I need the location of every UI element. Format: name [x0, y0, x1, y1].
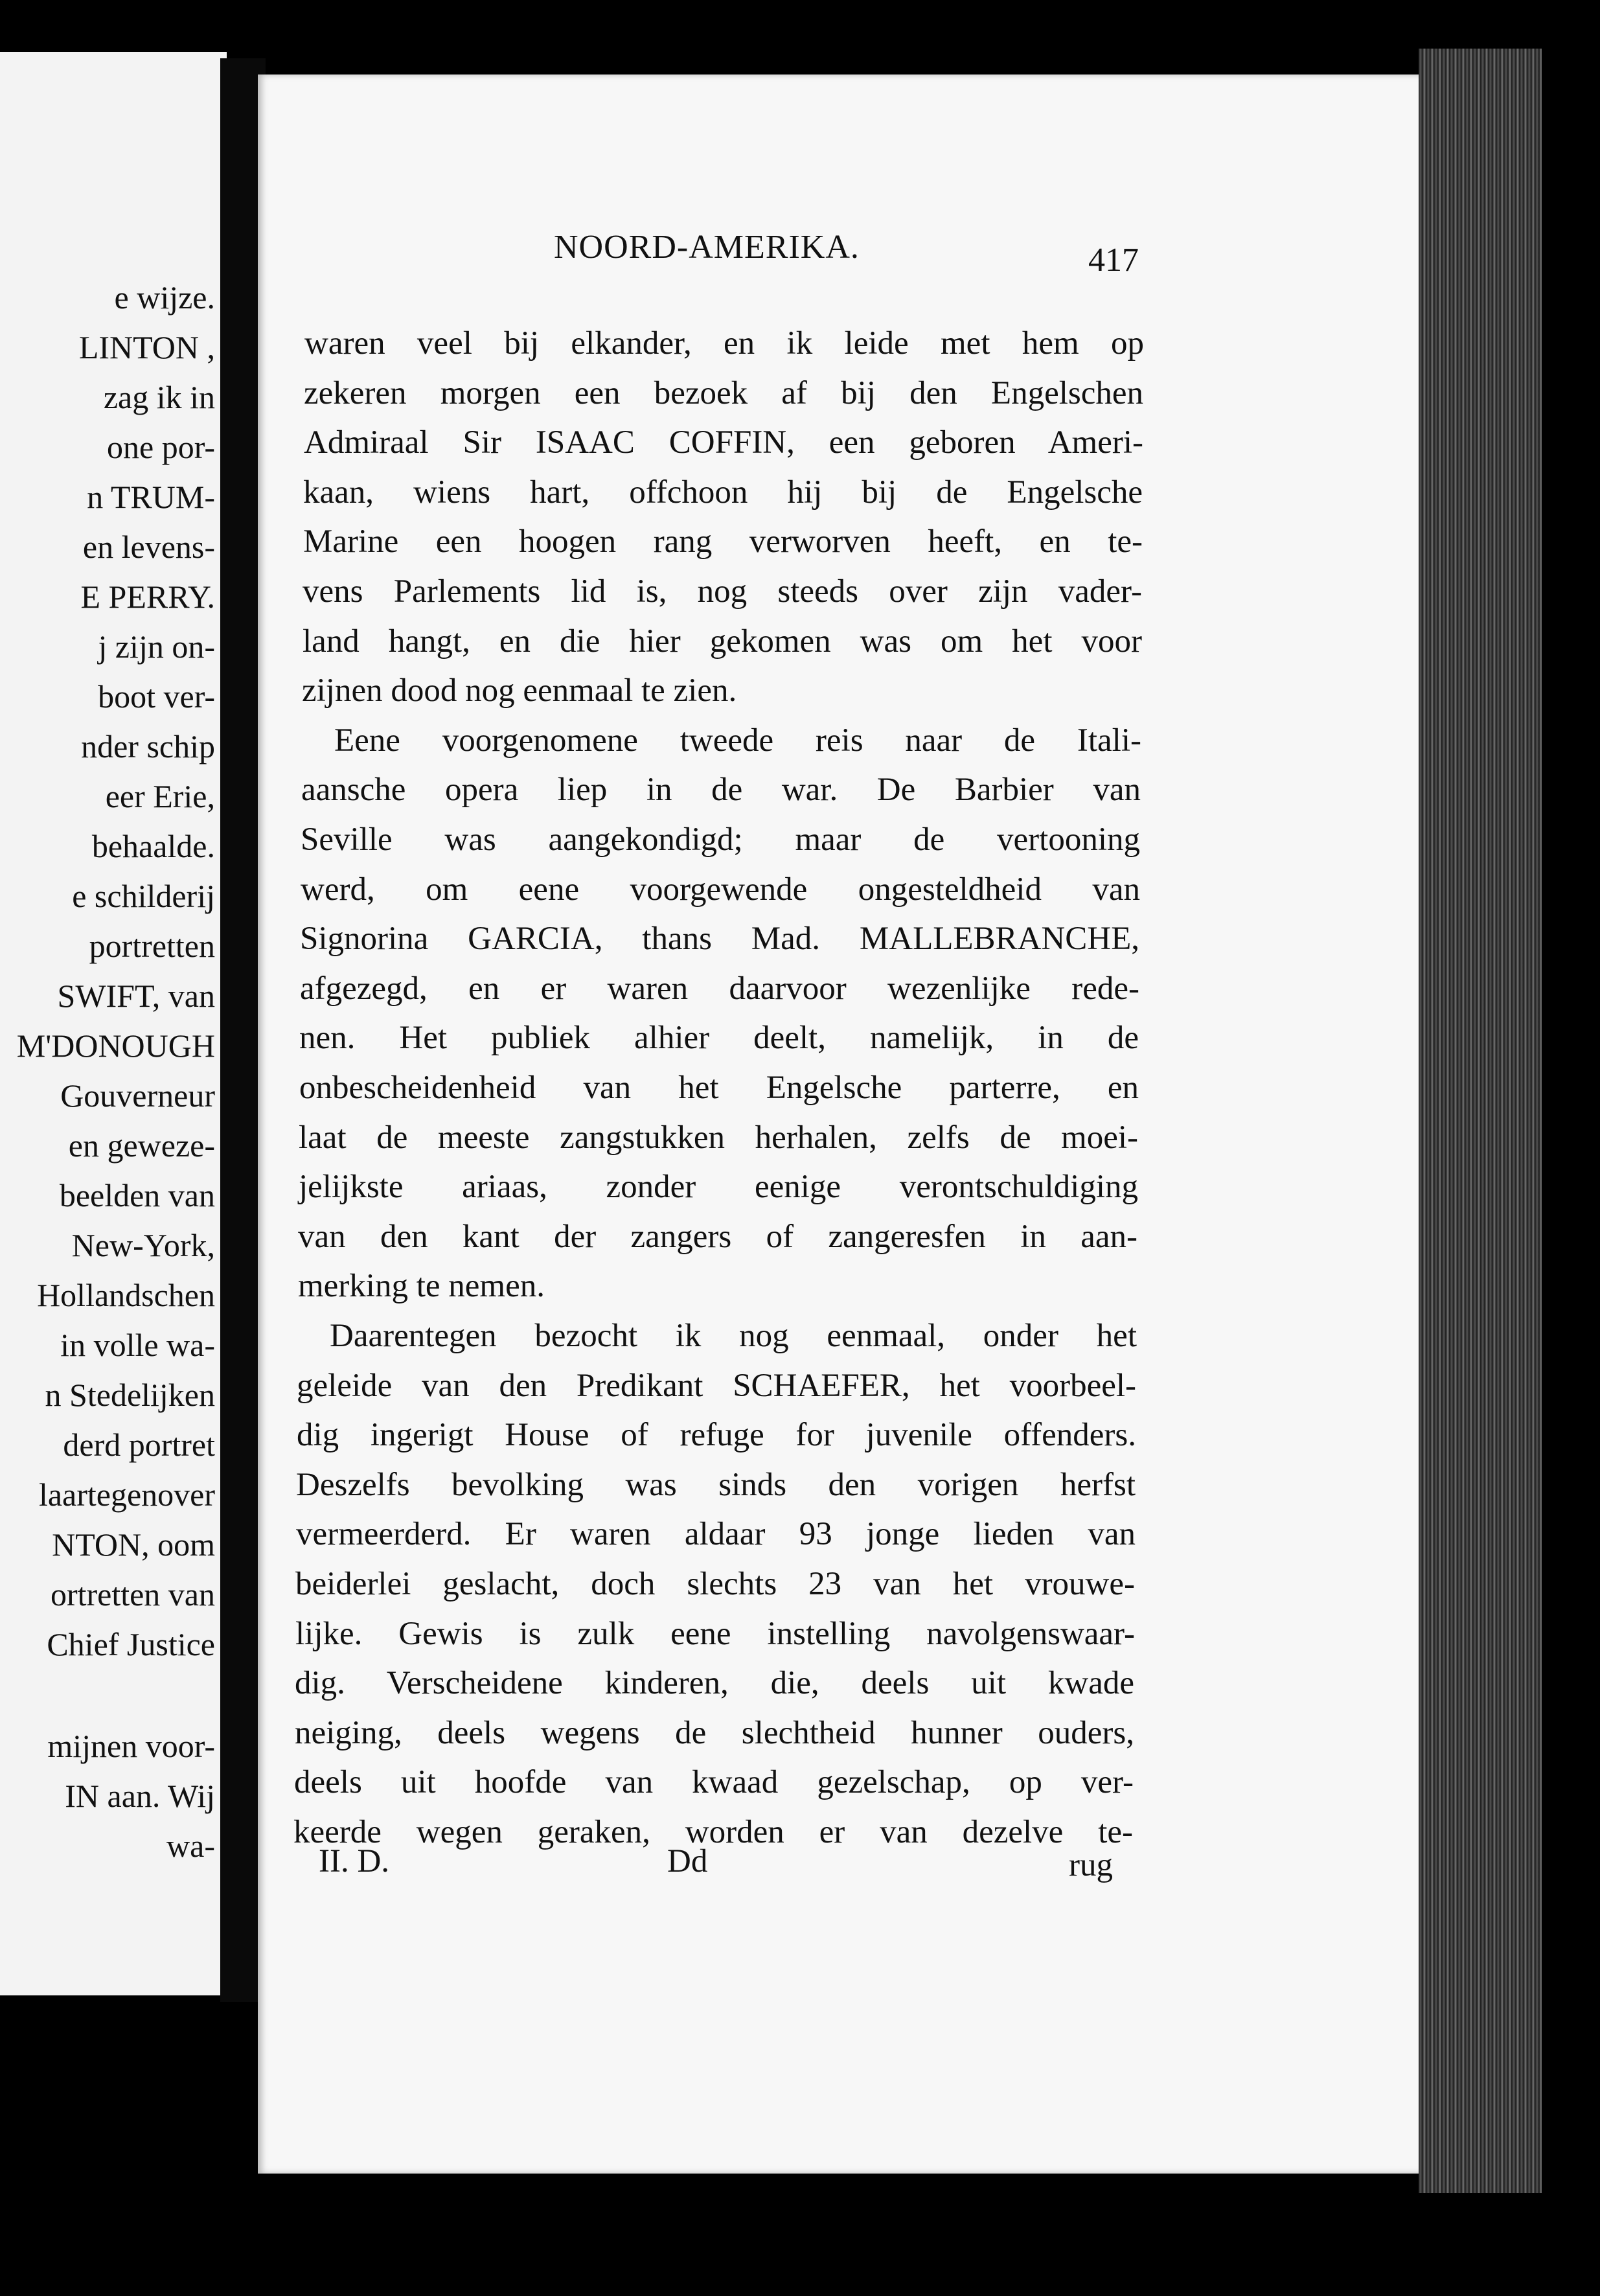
body-line: Marine een hoogen rang verworven heeft, en te- — [303, 523, 1143, 560]
body-line: keerde wegen geraken, worden er van dezelve te- — [293, 1814, 1133, 1850]
left-page-line: zag ik in — [103, 379, 215, 415]
body-line: van den kant der zangers of zangeresfen in aan- — [298, 1218, 1137, 1255]
body-line: Eene voorgenomene tweede reis naar de Itali- — [334, 722, 1141, 759]
left-page-line: M'DONOUGH — [16, 1027, 215, 1064]
left-page-line: nder schip — [81, 728, 215, 764]
body-line: deels uit hoofde van kwaad gezelschap, op ver- — [294, 1764, 1134, 1801]
left-page-line: Hollandschen — [37, 1277, 215, 1313]
body-line: merking te nemen. — [298, 1268, 545, 1305]
body-line: vens Parlements lid is, nog steeds over zijn vader- — [303, 573, 1142, 610]
catchword: rug — [1069, 1847, 1113, 1883]
left-page-line: j zijn on- — [98, 628, 215, 665]
body-line: aansche opera liep in de war. De Barbier van — [301, 772, 1141, 809]
body-line: afgezegd, en er waren daarvoor wezenlijke rede- — [300, 970, 1139, 1007]
left-page-line: portretten — [89, 928, 215, 964]
body-line: waren veel bij elkander, en ik leide met hem op — [304, 325, 1144, 362]
body-line: nen. Het publiek alhier deelt, namelijk, in de — [299, 1020, 1139, 1057]
left-page-line: behaalde. — [91, 828, 215, 864]
left-page-line: Gouverneur — [60, 1077, 215, 1114]
signature-mark: Dd — [667, 1843, 708, 1879]
body-line: onbescheidenheid van het Engelsche parterre, en — [299, 1070, 1139, 1106]
left-page-line: boot ver- — [98, 678, 215, 715]
body-line: Seville was aangekondigd; maar de vertooning — [301, 821, 1140, 858]
left-page-line: NTON, oom — [52, 1526, 215, 1563]
body-line: Signorina GARCIA, thans Mad. MALLEBRANCHE, — [300, 921, 1139, 958]
left-page-line: Chief Justice — [47, 1626, 215, 1662]
left-page-line: n TRUM- — [87, 479, 215, 515]
left-page-line: en geweze- — [68, 1127, 215, 1164]
body-line: werd, om eene voorgewende ongesteldheid van — [301, 871, 1140, 908]
body-line: Admiraal Sir ISAAC COFFIN, een geboren Ameri- — [304, 424, 1143, 461]
left-page-line: n Stedelijken — [45, 1377, 215, 1413]
left-page-line: eer Erie, — [105, 778, 215, 814]
left-page-line: LINTON , — [78, 329, 215, 365]
body-line: dig. Verscheidene kinderen, die, deels uit kwade — [295, 1665, 1134, 1702]
page-number: 417 — [1088, 242, 1139, 279]
left-page-line: beelden van — [59, 1177, 215, 1213]
body-line: zekeren morgen een bezoek af bij den Engelschen — [304, 374, 1143, 411]
signature-left: II. D. — [319, 1843, 390, 1879]
left-page-line: New-York, — [71, 1227, 215, 1263]
left-page-line: wa- — [166, 1828, 215, 1864]
left-page-line: mijnen voor- — [47, 1728, 215, 1764]
body-line: Daarentegen bezocht ik nog eenmaal, onder het — [330, 1318, 1137, 1354]
body-line: zijnen dood nog eenmaal te zien. — [302, 672, 737, 709]
left-page-line: E PERRY. — [80, 579, 215, 615]
left-page-line: one por- — [107, 429, 215, 465]
left-page-line: en levens- — [82, 529, 215, 565]
running-head: NOORD-AMERIKA. — [554, 229, 860, 266]
body-line: beiderlei geslacht, doch slechts 23 van het vrouwe- — [295, 1566, 1135, 1602]
body-line: laat de meeste zangstukken herhalen, zelfs de moei- — [299, 1119, 1138, 1156]
left-page-line: laartegenover — [38, 1476, 215, 1513]
left-page-line: e schilderij — [72, 878, 215, 914]
body-line: dig ingerigt House of refuge for juvenile offenders. — [297, 1417, 1136, 1454]
body-line: neiging, deels wegens de slechtheid hunner ouders, — [295, 1714, 1134, 1751]
body-line: jelijkste ariaas, zonder eenige verontschuldiging — [299, 1169, 1138, 1206]
body-line: vermeerderd. Er waren aldaar 93 jonge lieden van — [296, 1516, 1136, 1553]
left-page-line: in volle wa- — [60, 1327, 215, 1363]
body-line: kaan, wiens hart, offchoon hij bij de Engelsche — [303, 474, 1143, 511]
left-page-line: SWIFT, van — [57, 978, 215, 1014]
body-line: geleide van den Predikant SCHAEFER, het voorbeel- — [297, 1367, 1136, 1404]
left-page-line: derd portret — [63, 1427, 215, 1463]
left-page-line: IN aan. Wij — [65, 1778, 215, 1814]
page-edges — [1419, 49, 1542, 2193]
left-page-line: e wijze. — [114, 279, 215, 316]
previous-page-fragment — [0, 52, 227, 1995]
body-line: land hangt, en die hier gekomen was om het voor — [303, 623, 1142, 660]
body-line: lijke. Gewis is zulk eene instelling navolgenswaar- — [295, 1615, 1135, 1652]
left-page-line: ortretten van — [50, 1576, 215, 1613]
body-line: Deszelfs bevolking was sinds den vorigen herfst — [296, 1466, 1136, 1503]
